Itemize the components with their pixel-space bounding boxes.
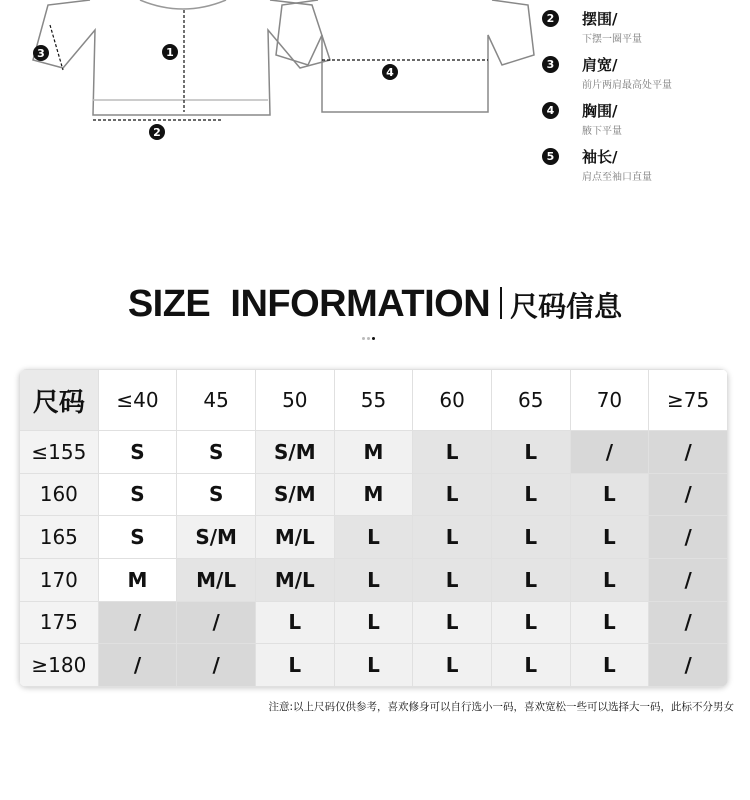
height-row-header: ≥180 — [20, 644, 99, 687]
marker-1 — [162, 44, 178, 60]
size-cell: / — [649, 558, 728, 601]
size-cell: L — [334, 601, 413, 644]
size-cell: L — [413, 473, 492, 516]
size-cell: S — [98, 431, 177, 474]
size-cell: M/L — [177, 558, 256, 601]
size-cell: / — [649, 473, 728, 516]
legend-desc: 前片两肩最高处平量 — [582, 80, 672, 91]
weight-column-header: 70 — [570, 370, 649, 431]
size-cell: / — [177, 644, 256, 687]
legend-item-sleeve — [542, 146, 742, 192]
legend-title: 袖长/ — [582, 148, 618, 166]
size-cell: L — [491, 431, 570, 474]
weight-column-header: 50 — [255, 370, 334, 431]
svg-text:1: 1 — [166, 46, 174, 59]
weight-column-header: 55 — [334, 370, 413, 431]
size-cell: L — [413, 601, 492, 644]
table-corner-label: 尺码 — [20, 370, 99, 431]
size-cell: L — [570, 558, 649, 601]
legend-desc: 肩点至袖口直量 — [582, 172, 652, 183]
svg-text:2: 2 — [153, 126, 161, 139]
size-cell: L — [413, 558, 492, 601]
size-cell: S — [98, 516, 177, 559]
size-cell: L — [491, 644, 570, 687]
size-cell: / — [649, 431, 728, 474]
svg-text:3: 3 — [37, 47, 45, 60]
back-shirt-outline — [276, 0, 534, 112]
legend-item-hem — [542, 8, 742, 54]
size-cell: S — [177, 431, 256, 474]
legend-title: 胸围/ — [582, 102, 618, 120]
height-row-header: ≤155 — [20, 431, 99, 474]
size-table — [19, 369, 728, 687]
size-cell: L — [334, 644, 413, 687]
marker-4 — [382, 64, 398, 80]
legend-title: 肩宽/ — [582, 56, 618, 74]
legend-number: 3 — [542, 56, 559, 73]
size-cell: L — [491, 516, 570, 559]
marker-3 — [33, 45, 49, 61]
size-cell: S/M — [255, 431, 334, 474]
heading-english: SIZE INFORMATION — [127, 283, 491, 325]
weight-column-header: 60 — [413, 370, 492, 431]
weight-column-header: ≥75 — [649, 370, 728, 431]
height-row-header: 170 — [20, 558, 99, 601]
size-cell: L — [570, 516, 649, 559]
table-header-row — [20, 370, 728, 431]
table-row — [20, 431, 728, 474]
size-cell: / — [649, 516, 728, 559]
table-row — [20, 516, 728, 559]
size-cell: / — [649, 601, 728, 644]
marker-2 — [149, 124, 165, 140]
weight-column-header: ≤40 — [98, 370, 177, 431]
size-cell: M — [334, 431, 413, 474]
size-cell: L — [570, 644, 649, 687]
size-cell: M/L — [255, 558, 334, 601]
sleeve-line — [50, 25, 63, 70]
size-cell: L — [255, 601, 334, 644]
table-row — [20, 473, 728, 516]
size-cell: S — [177, 473, 256, 516]
size-cell: S/M — [255, 473, 334, 516]
size-cell: / — [649, 644, 728, 687]
height-row-header: 160 — [20, 473, 99, 516]
size-cell: / — [98, 644, 177, 687]
size-cell: S — [98, 473, 177, 516]
size-cell: L — [334, 516, 413, 559]
legend-desc: 下摆一圈平量 — [582, 34, 642, 45]
size-cell: L — [334, 558, 413, 601]
heading-divider — [500, 287, 502, 319]
size-cell: L — [491, 473, 570, 516]
size-cell: M — [98, 558, 177, 601]
size-cell: L — [255, 644, 334, 687]
legend-item-shoulder — [542, 54, 742, 100]
height-row-header: 175 — [20, 601, 99, 644]
size-cell: L — [570, 473, 649, 516]
legend-desc: 腋下平量 — [582, 126, 622, 137]
height-row-header: 165 — [20, 516, 99, 559]
weight-column-header: 45 — [177, 370, 256, 431]
size-cell: L — [413, 516, 492, 559]
legend-number: 4 — [542, 102, 559, 119]
legend-title: 摆围/ — [582, 10, 618, 28]
size-note: 注意:以上尺码仅供参考，喜欢修身可以自行选小一码，喜欢宽松一些可以选择大一码，此标不分男女 — [268, 701, 734, 713]
size-cell: / — [177, 601, 256, 644]
size-cell: L — [491, 558, 570, 601]
legend-number: 5 — [542, 148, 559, 165]
page-dots — [362, 337, 377, 340]
size-cell: L — [570, 601, 649, 644]
table-row — [20, 558, 728, 601]
weight-column-header: 65 — [491, 370, 570, 431]
legend-number: 2 — [542, 10, 559, 27]
size-cell: M — [334, 473, 413, 516]
size-table-card — [19, 369, 728, 687]
svg-text:4: 4 — [386, 66, 394, 79]
table-row — [20, 601, 728, 644]
size-cell: / — [98, 601, 177, 644]
size-cell: L — [413, 431, 492, 474]
size-cell: / — [570, 431, 649, 474]
size-cell: S/M — [177, 516, 256, 559]
table-row — [20, 644, 728, 687]
size-cell: M/L — [255, 516, 334, 559]
measurement-legend — [542, 8, 742, 192]
legend-item-chest — [542, 100, 742, 146]
heading-chinese: 尺码信息 — [510, 290, 623, 323]
size-cell: L — [413, 644, 492, 687]
size-information-heading — [0, 283, 750, 326]
size-cell: L — [491, 601, 570, 644]
